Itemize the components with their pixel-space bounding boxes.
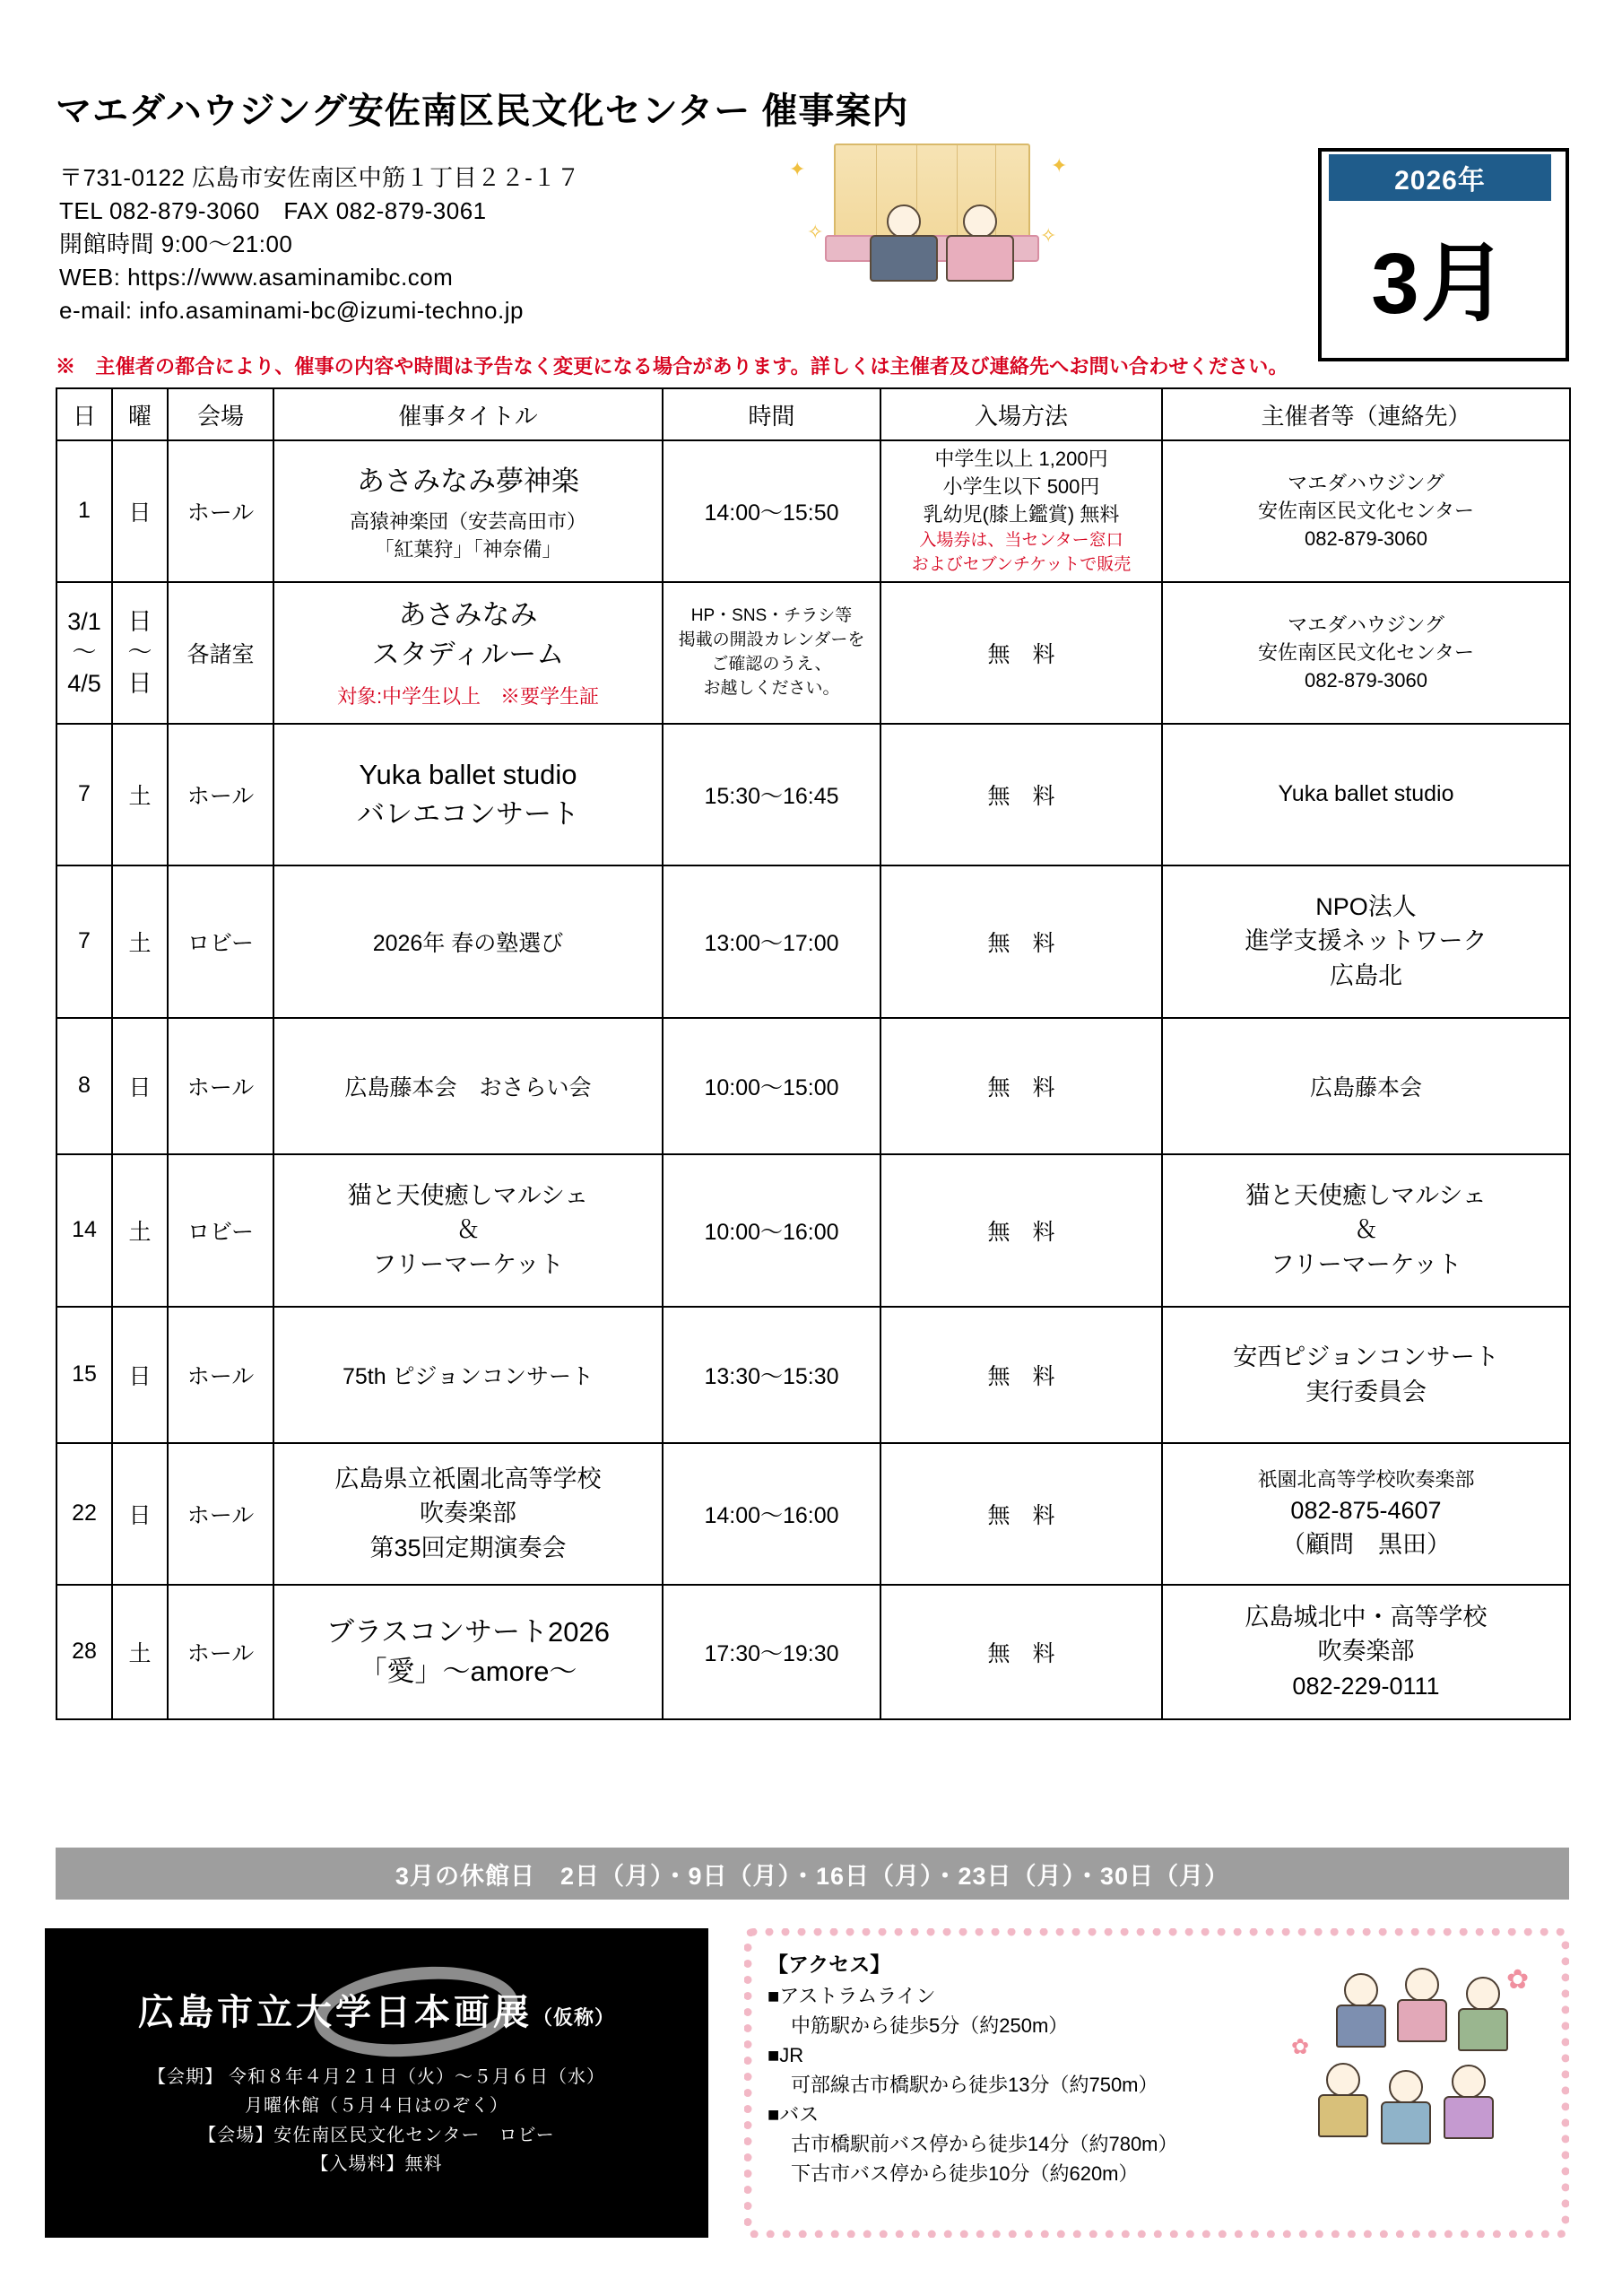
musician-figure-icon <box>1318 2063 1368 2133</box>
cell-title: 猫と天使癒しマルシェ ＆ フリーマーケット <box>273 1154 663 1307</box>
musician-figure-icon <box>1444 2065 1494 2135</box>
cell-day: 1 <box>56 440 112 582</box>
cell-organizer: マエダハウジング 安佐南区民文化センター 082-879-3060 <box>1162 582 1570 724</box>
sparkle-icon: ✧ <box>1040 224 1057 247</box>
cell-time: 13:30〜15:30 <box>663 1307 880 1443</box>
access-head: ■バス <box>768 2103 820 2126</box>
cell-venue: ホール <box>168 1307 273 1443</box>
cell-organizer: Yuka ballet studio <box>1162 724 1570 865</box>
musician-figure-icon <box>1381 2070 1431 2140</box>
cell-title: Yuka ballet studio バレエコンサート <box>273 724 663 865</box>
cell-weekday: 日 <box>112 1307 168 1443</box>
cell-day: 28 <box>56 1585 112 1719</box>
cell-day: 7 <box>56 865 112 1018</box>
cell-title: 広島県立祇園北高等学校 吹奏楽部 第35回定期演奏会 <box>273 1443 663 1585</box>
table-row <box>56 1018 1570 1154</box>
cell-time: 15:30〜16:45 <box>663 724 880 865</box>
access-detail: 可部線古市橋駅から徒歩13分（約750m） <box>791 2074 1158 2096</box>
col-organizer: 主催者等（連絡先） <box>1162 388 1570 440</box>
cell-venue: ホール <box>168 1018 273 1154</box>
table-row <box>56 1154 1570 1307</box>
cell-venue: ホール <box>168 440 273 582</box>
cell-weekday: 日 〜 日 <box>112 582 168 724</box>
access-detail: 下古市バス停から徒歩10分（約620m） <box>791 2162 1139 2185</box>
contact-block <box>59 161 580 327</box>
cell-time: 14:00〜15:50 <box>663 440 880 582</box>
event-schedule-table <box>56 387 1571 1720</box>
cell-admission: 無 料 <box>880 724 1162 865</box>
col-admission: 入場方法 <box>880 388 1162 440</box>
cell-admission: 無 料 <box>880 582 1162 724</box>
poster-details: 【会期】 令和８年４月２１日（火）〜５月６日（水） 月曜休館（５月４日はのぞく） 【会場】安佐南区民文化センター ロビー 【入場料】無料 <box>148 2067 605 2175</box>
exhibition-poster <box>45 1928 708 2238</box>
poster-title: 広島市立大学日本画展（仮称） <box>137 1992 615 2032</box>
cell-title: あさみなみ夢神楽 高猿神楽団（安芸高田市） 「紅葉狩」「神奈備」 <box>273 440 663 582</box>
empress-doll-icon <box>946 204 1014 282</box>
cell-title: あさみなみ スタディルーム 対象:中学生以上 ※要学生証 <box>273 582 663 724</box>
cell-title: 2026年 春の塾選び <box>273 865 663 1018</box>
closed-days-bar: 3月の休館日 2日（月）・9日（月）・16日（月）・23日（月）・30日（月） <box>56 1848 1569 1900</box>
musician-figure-icon <box>1397 1968 1447 2038</box>
sparkle-icon: ✧ <box>807 221 824 243</box>
col-time: 時間 <box>663 388 880 440</box>
cell-organizer: 猫と天使癒しマルシェ ＆ フリーマーケット <box>1162 1154 1570 1307</box>
musicians-illustration <box>1291 1964 1542 2206</box>
emperor-doll-icon <box>870 204 938 282</box>
cell-venue: ホール <box>168 1585 273 1719</box>
cell-day: 22 <box>56 1443 112 1585</box>
cell-title: 75th ピジョンコンサート <box>273 1307 663 1443</box>
access-head: ■アストラムライン <box>768 1985 936 2007</box>
cell-venue: ロビー <box>168 1154 273 1307</box>
cell-organizer: 祇園北高等学校吹奏楽部 082-875-4607 （顧問 黒田） <box>1162 1443 1570 1585</box>
musician-figure-icon <box>1336 1973 1386 2043</box>
hours-line: 開館時間 9:00〜21:00 <box>59 230 293 257</box>
tel-fax-line: TEL 082-879-3060 FAX 082-879-3061 <box>59 196 487 224</box>
cell-time: 13:00〜17:00 <box>663 865 880 1018</box>
cell-organizer: 広島城北中・高等学校 吹奏楽部 082-229-0111 <box>1162 1585 1570 1719</box>
access-detail: 中筋駅から徒歩5分（約250m） <box>791 2014 1069 2037</box>
year-label: 2026年 <box>1329 154 1551 201</box>
cell-day: 7 <box>56 724 112 865</box>
cell-time: 10:00〜16:00 <box>663 1154 880 1307</box>
sparkle-icon: ✦ <box>1051 154 1068 177</box>
cell-day: 3/1 〜 4/5 <box>56 582 112 724</box>
plum-flower-icon: ✿ <box>1506 1965 1530 1995</box>
sparkle-icon: ✦ <box>789 158 806 180</box>
cell-organizer: 安西ピジョンコンサート 実行委員会 <box>1162 1307 1570 1443</box>
cell-time: 17:30〜19:30 <box>663 1585 880 1719</box>
cell-title: ブラスコンサート2026 「愛」〜amore〜 <box>273 1585 663 1719</box>
cell-venue: ホール <box>168 1443 273 1585</box>
cell-organizer: マエダハウジング 安佐南区民文化センター 082-879-3060 <box>1162 440 1570 582</box>
access-title: 【アクセス】 <box>768 1952 891 1976</box>
cell-weekday: 土 <box>112 865 168 1018</box>
cell-weekday: 日 <box>112 1018 168 1154</box>
email-line[interactable]: e-mail: info.asaminami-bc@izumi-techno.jp <box>59 296 524 324</box>
cell-venue: 各諸室 <box>168 582 273 724</box>
cell-weekday: 土 <box>112 1154 168 1307</box>
musician-figure-icon <box>1458 1977 1508 2047</box>
cell-weekday: 日 <box>112 440 168 582</box>
col-day: 日 <box>56 388 112 440</box>
cell-title: 広島藤本会 おさらい会 <box>273 1018 663 1154</box>
table-row <box>56 440 1570 582</box>
cell-admission: 無 料 <box>880 865 1162 1018</box>
hina-dolls-illustration <box>771 135 1094 305</box>
col-title: 催事タイトル <box>273 388 663 440</box>
cell-admission: 無 料 <box>880 1443 1162 1585</box>
table-row <box>56 1443 1570 1585</box>
cell-day: 8 <box>56 1018 112 1154</box>
access-head: ■JR <box>768 2044 804 2066</box>
cell-weekday: 日 <box>112 1443 168 1585</box>
table-row <box>56 724 1570 865</box>
table-row <box>56 582 1570 724</box>
col-weekday: 曜 <box>112 388 168 440</box>
table-row <box>56 1585 1570 1719</box>
col-venue: 会場 <box>168 388 273 440</box>
cell-admission: 無 料 <box>880 1154 1162 1307</box>
cell-day: 15 <box>56 1307 112 1443</box>
table-row <box>56 865 1570 1018</box>
cell-admission: 中学生以上 1,200円 小学生以下 500円 乳幼児(膝上鑑賞) 無料 入場券は、当センター窓口 およびセブンチケットで販売 <box>880 440 1162 582</box>
cell-time: HP・SNS・チラシ等 掲載の開設カレンダーを ご確認のうえ、 お越しください。 <box>663 582 880 724</box>
table-header-row <box>56 388 1570 440</box>
cell-day: 14 <box>56 1154 112 1307</box>
plum-flower-icon: ✿ <box>1291 2035 1310 2059</box>
cell-organizer: NPO法人 進学支援ネットワーク 広島北 <box>1162 865 1570 1018</box>
cell-time: 10:00〜15:00 <box>663 1018 880 1154</box>
cell-admission: 無 料 <box>880 1018 1162 1154</box>
cell-weekday: 土 <box>112 724 168 865</box>
cell-admission: 無 料 <box>880 1585 1162 1719</box>
page-title: マエダハウジング安佐南区民文化センター 催事案内 <box>56 91 909 131</box>
cell-organizer: 広島藤本会 <box>1162 1018 1570 1154</box>
cell-time: 14:00〜16:00 <box>663 1443 880 1585</box>
cell-venue: ロビー <box>168 865 273 1018</box>
notice-text: ※ 主催者の都合により、催事の内容や時間は予告なく変更になる場合があります。詳しくは主催者及び連絡先へお問い合わせください。 <box>56 355 1288 378</box>
cell-weekday: 土 <box>112 1585 168 1719</box>
cell-venue: ホール <box>168 724 273 865</box>
table-row <box>56 1307 1570 1443</box>
cell-admission: 無 料 <box>880 1307 1162 1443</box>
access-detail: 古市橋駅前バス停から徒歩14分（約780m） <box>791 2133 1178 2155</box>
web-line[interactable]: WEB: https://www.asaminamibc.com <box>59 263 454 291</box>
address-line: 〒731-0122 広島市安佐南区中筋１丁目２２-１７ <box>59 164 581 191</box>
month-label: 3月 <box>1371 236 1509 332</box>
